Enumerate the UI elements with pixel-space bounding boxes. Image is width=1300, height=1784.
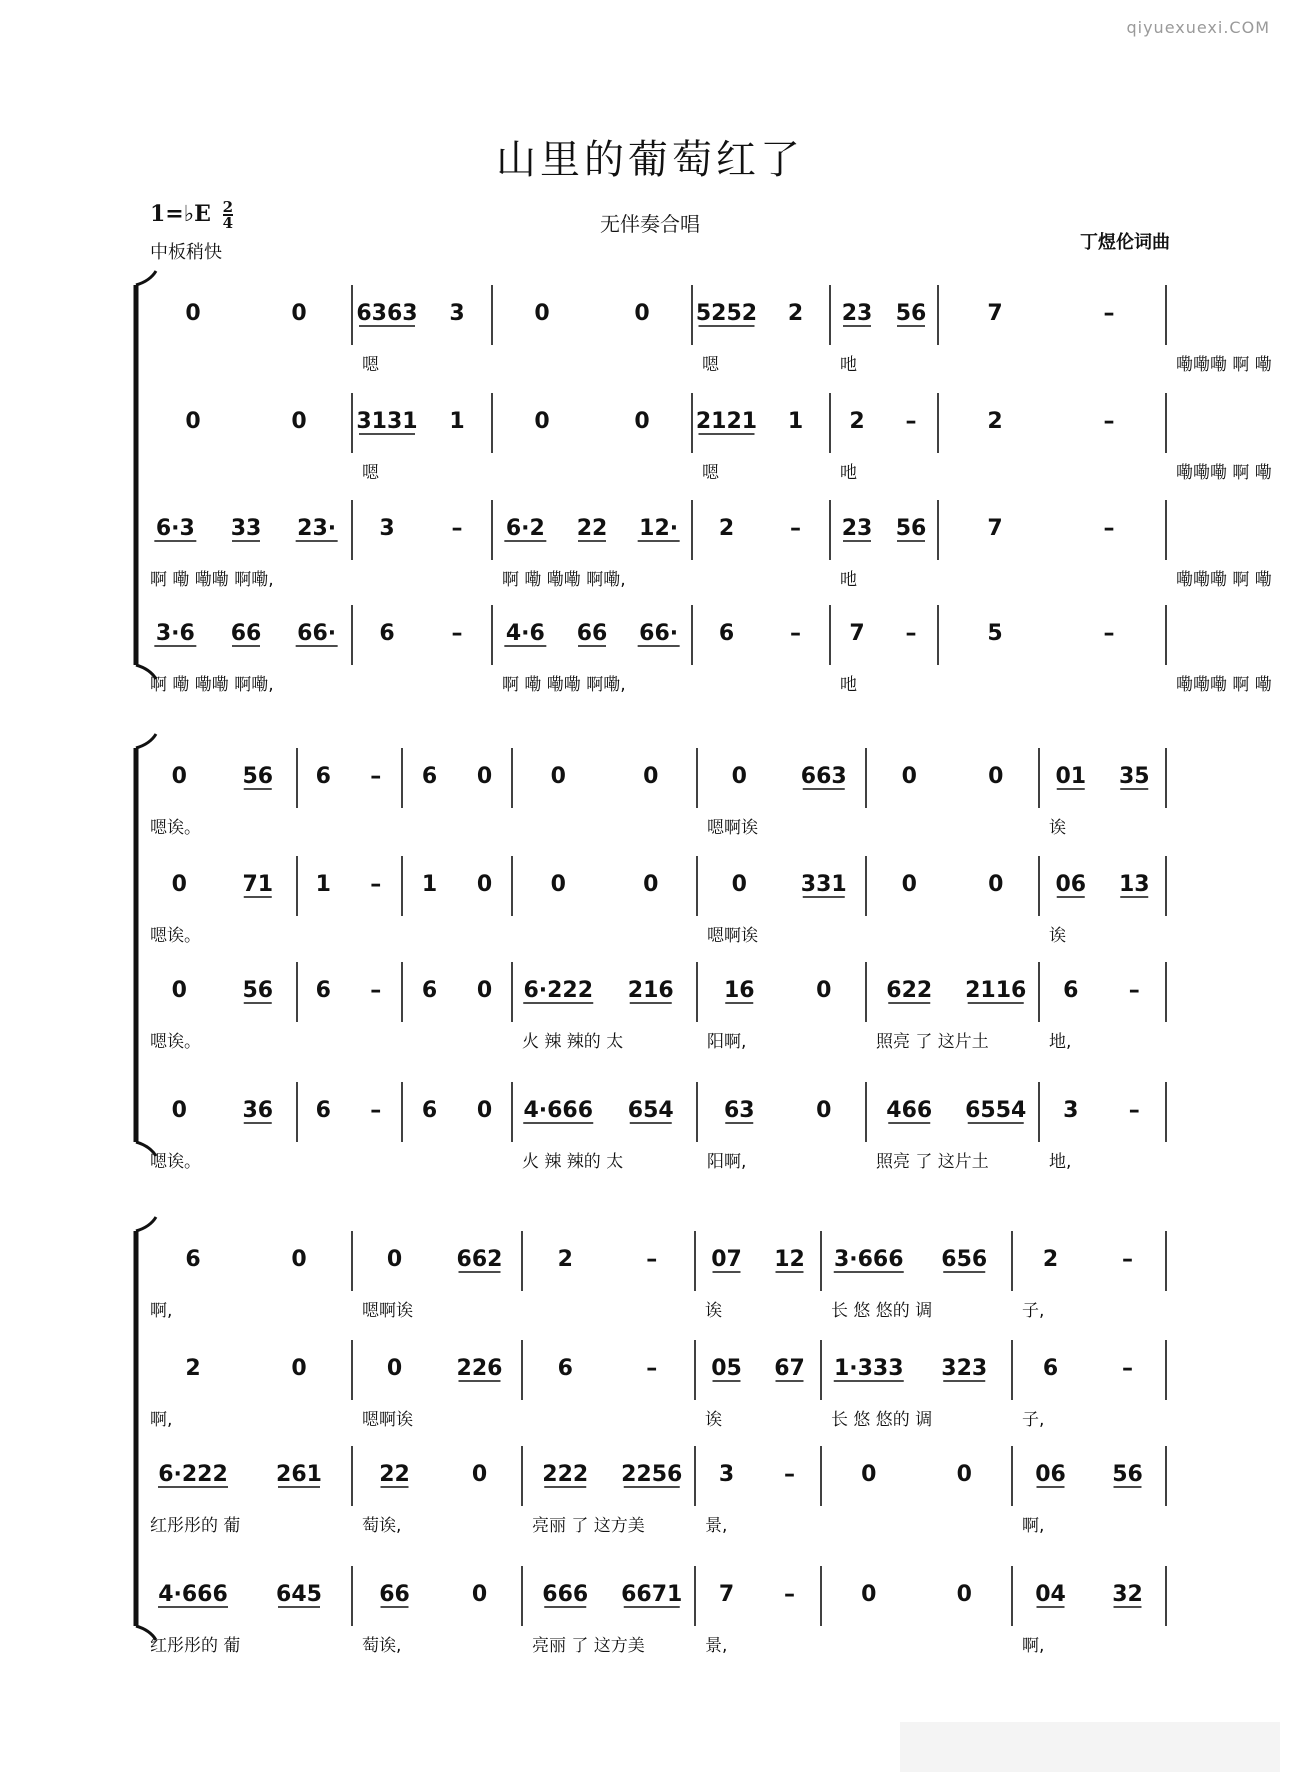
note-group: 0 [988,764,1004,789]
lyric-line: 嗯啊诶 [362,1301,413,1321]
note-group: 56 [242,764,274,789]
lyric-line: 长 悠 悠的 调 [831,1410,933,1430]
bracket-hook [136,271,156,285]
note-group: 216 [627,978,674,1003]
lyric-line: 诶 [705,1410,722,1430]
note-group: – [451,516,463,541]
note-group: 654 [627,1098,674,1123]
note-group: 0 [901,872,917,897]
note-group: – [646,1247,658,1272]
note-group: – [646,1356,658,1381]
lyric-line: 嘞嘞嘞 啊 嘞 [1176,463,1272,483]
note-group: 35 [1118,764,1150,789]
note-group: 5252 [695,301,758,326]
note-group: – [1128,1098,1140,1123]
note-group: 06 [1035,1462,1066,1487]
note-group: – [905,621,917,646]
note-group: 0 [731,872,747,897]
note-group: 0 [634,301,650,326]
note-group: 06 [1055,872,1087,897]
note-group: 23 [841,301,873,326]
lyric-line: 诶 [1049,926,1066,946]
note-group: 67 [774,1356,805,1381]
note-group: 0 [956,1462,972,1487]
note-group: 662 [456,1247,503,1272]
note-group: 663 [800,764,847,789]
note-group: 2 [987,409,1003,434]
lyric-line: 亮丽 了 这方美 [532,1636,645,1656]
note-group: 0 [643,764,659,789]
note-group: 7 [718,1582,735,1607]
lyric-line: 吔 [840,570,857,590]
lyric-line: 嗯啊诶 [707,818,758,838]
note-group: 0 [643,872,659,897]
note-group: – [1122,1247,1133,1272]
note-group: 4·666 [523,1098,594,1123]
page-title: 山里的葡萄红了 [496,137,804,183]
note-group: 66 [230,621,262,646]
note-group: 0 [185,409,201,434]
note-group: 6671 [621,1582,683,1607]
lyric-line: 子, [1022,1410,1045,1430]
note-group: 56 [242,978,274,1003]
lyric-line: 吔 [840,355,857,375]
note-group: – [784,1582,795,1607]
note-group: 6 [379,621,395,646]
note-group: 66· [297,621,337,646]
note-group: 6 [315,764,331,789]
lyric-line: 火 辣 辣的 太 [522,1032,624,1052]
note-group: 66 [576,621,608,646]
note-group: 0 [476,978,493,1003]
note-group: 0 [171,872,187,897]
note-group: 3131 [356,409,418,434]
note-group: 226 [456,1356,503,1381]
note-group: – [451,621,463,646]
lyric-line: 红彤彤的 葡 [150,1516,241,1536]
note-group: 32 [1112,1582,1143,1607]
lyric-line: 吔 [840,463,857,483]
note-group: 3 [449,301,465,326]
note-group: 0 [534,409,550,434]
note-group: 0 [171,764,187,789]
note-group: 0 [386,1356,403,1381]
note-group: – [1103,301,1115,326]
lyric-line: 阳啊, [707,1032,747,1052]
note-group: 7 [987,301,1003,326]
note-group: 656 [941,1247,988,1272]
note-group: 4·6 [505,621,545,646]
note-group: 0 [988,872,1004,897]
note-group: 2116 [965,978,1027,1003]
note-group: 04 [1035,1582,1066,1607]
note-group: – [1103,621,1115,646]
note-group: 6·2 [505,516,545,541]
lyric-line: 子, [1022,1301,1045,1321]
note-group: 23 [841,516,873,541]
time-signature-denominator: 4 [222,214,233,232]
lyric-line: 啊 嘞 嘞嘞 啊嘞, [502,675,626,695]
note-group: 3·666 [833,1247,904,1272]
note-group: 2121 [695,409,758,434]
lyric-line: 啊 嘞 嘞嘞 啊嘞, [150,675,274,695]
note-group: 0 [816,1098,832,1123]
note-group: – [790,621,801,646]
note-group: 0 [550,764,566,789]
composer-credit: 丁煜伦词曲 [1080,232,1170,253]
note-group: – [905,409,917,434]
note-group: 0 [471,1582,488,1607]
note-group: 0 [956,1582,972,1607]
note-group: 1 [449,409,465,434]
note-group: 0 [476,1098,493,1123]
note-group: 0 [291,301,307,326]
note-group: 3 [1063,1098,1079,1123]
note-group: 33 [230,516,262,541]
note-group: – [1103,409,1115,434]
lyric-line: 嗯 [702,463,719,483]
note-group: 3·6 [155,621,195,646]
note-group: 6 [421,978,438,1003]
note-group: 56 [1112,1462,1143,1487]
lyric-line: 地, [1049,1152,1072,1172]
note-group: 07 [711,1247,742,1272]
lyric-line: 啊, [1022,1516,1045,1536]
lyric-line: 诶 [705,1301,722,1321]
note-group: 2 [787,301,804,326]
lyric-line: 啊 嘞 嘞嘞 啊嘞, [150,570,274,590]
lyric-line: 诶 [1049,818,1066,838]
lyric-line: 嗯诶。 [150,818,201,838]
note-group: – [1128,978,1140,1003]
note-group: 6 [718,621,735,646]
note-group: 12 [774,1247,805,1272]
lyric-line: 嗯啊诶 [362,1410,413,1430]
note-group: 6 [315,978,331,1003]
lyric-line: 嗯啊诶 [707,926,758,946]
lyric-line: 嘞嘞嘞 啊 嘞 [1176,355,1272,375]
note-group: 0 [550,872,566,897]
note-group: 0 [731,764,747,789]
note-group: 6·3 [155,516,195,541]
note-group: – [370,872,382,897]
note-group: 1 [787,409,804,434]
lyric-line: 嗯诶。 [150,1152,201,1172]
note-group: 2 [185,1356,201,1381]
note-group: 12· [639,516,679,541]
note-group: 6·222 [158,1462,228,1487]
tempo-marking: 中板稍快 [150,242,222,263]
note-group: 0 [476,764,493,789]
note-group: 466 [886,1098,933,1123]
note-group: 6554 [965,1098,1027,1123]
lyric-line: 嘞嘞嘞 啊 嘞 [1176,675,1272,695]
note-group: 05 [711,1356,742,1381]
note-group: 0 [171,1098,187,1123]
note-group: 2 [557,1247,573,1272]
note-group: 0 [476,872,493,897]
note-group: 6 [185,1247,201,1272]
time-signature-numerator: 2 [222,198,233,216]
note-group: 2 [849,409,865,434]
note-group: 6 [421,764,438,789]
note-group: 01 [1055,764,1087,789]
note-group: 0 [861,1582,877,1607]
key-label: 1=♭E [150,201,211,227]
note-group: 2 [718,516,735,541]
lyric-line: 火 辣 辣的 太 [522,1152,624,1172]
note-group: 0 [534,301,550,326]
note-group: 1·333 [833,1356,904,1381]
note-group: 0 [861,1462,877,1487]
lyric-line: 嗯 [362,463,379,483]
note-group: 622 [886,978,933,1003]
note-group: 7 [987,516,1003,541]
lyric-line: 红彤彤的 葡 [150,1636,241,1656]
note-group: 3 [718,1462,735,1487]
note-group: 0 [386,1247,403,1272]
note-group: 3 [379,516,395,541]
lyric-line: 长 悠 悠的 调 [831,1301,933,1321]
lyric-line: 嗯诶。 [150,926,201,946]
note-group: 36 [242,1098,274,1123]
note-group: 666 [542,1582,589,1607]
lyric-line: 照亮 了 这片土 [876,1152,989,1172]
note-group: 63 [723,1098,755,1123]
note-group: 0 [291,409,307,434]
note-group: 56 [895,301,927,326]
note-group: 23· [297,516,337,541]
note-group: 22 [576,516,608,541]
note-group: 0 [471,1462,488,1487]
lyric-line: 景, [705,1636,728,1656]
lyric-line: 照亮 了 这片土 [876,1032,989,1052]
lyric-line: 萄诶, [362,1636,402,1656]
note-group: – [370,1098,382,1123]
note-group: – [784,1462,795,1487]
note-group: 1 [315,872,331,897]
lyric-line: 吔 [840,675,857,695]
watermark: qiyuexuexi.COM [1126,18,1270,37]
lyric-line: 嗯诶。 [150,1032,201,1052]
lyric-line: 啊, [1022,1636,1045,1656]
note-group: 66· [639,621,679,646]
note-group: 222 [542,1462,589,1487]
note-group: 2256 [621,1462,683,1487]
lyric-line: 嗯 [362,355,379,375]
note-group: – [790,516,801,541]
bracket-hook [136,734,156,748]
note-group: 56 [895,516,927,541]
lyric-line: 地, [1049,1032,1072,1052]
note-group: 6363 [356,301,418,326]
note-group: 66 [379,1582,410,1607]
note-group: 261 [276,1462,322,1487]
lyric-line: 嘞嘞嘞 啊 嘞 [1176,570,1272,590]
subtitle: 无伴奏合唱 [600,212,700,236]
lyric-line: 啊, [150,1410,173,1430]
note-group: 71 [242,872,274,897]
lyric-line: 景, [705,1516,728,1536]
note-group: 7 [849,621,865,646]
lyric-line: 阳啊, [707,1152,747,1172]
note-group: 6 [1042,1356,1059,1381]
note-group: 5 [987,621,1003,646]
bracket-hook [136,1217,156,1231]
note-group: 0 [185,301,201,326]
lyric-line: 啊 嘞 嘞嘞 啊嘞, [502,570,626,590]
note-group: 22 [379,1462,410,1487]
note-group: 0 [171,978,187,1003]
note-group: 1 [421,872,438,897]
note-group: 323 [941,1356,988,1381]
note-group: 0 [634,409,650,434]
note-group: 6 [421,1098,438,1123]
note-group: 4·666 [158,1582,228,1607]
note-group: – [1103,516,1115,541]
note-group: 0 [901,764,917,789]
lyric-line: 亮丽 了 这方美 [532,1516,645,1536]
scan-smudge [900,1722,1280,1772]
lyric-line: 啊, [150,1301,173,1321]
note-group: 6·222 [523,978,594,1003]
note-group: 2 [1042,1247,1059,1272]
note-group: 6 [557,1356,573,1381]
note-group: 6 [1063,978,1079,1003]
note-group: 13 [1118,872,1150,897]
note-group: 331 [800,872,847,897]
note-group: 6 [315,1098,331,1123]
note-group: 645 [276,1582,322,1607]
note-group: 16 [723,978,755,1003]
note-group: – [370,978,382,1003]
note-group: – [370,764,382,789]
note-group: – [1122,1356,1133,1381]
lyric-line: 萄诶, [362,1516,402,1536]
note-group: 0 [816,978,832,1003]
note-group: 0 [291,1247,307,1272]
lyric-line: 嗯 [702,355,719,375]
note-group: 0 [291,1356,307,1381]
